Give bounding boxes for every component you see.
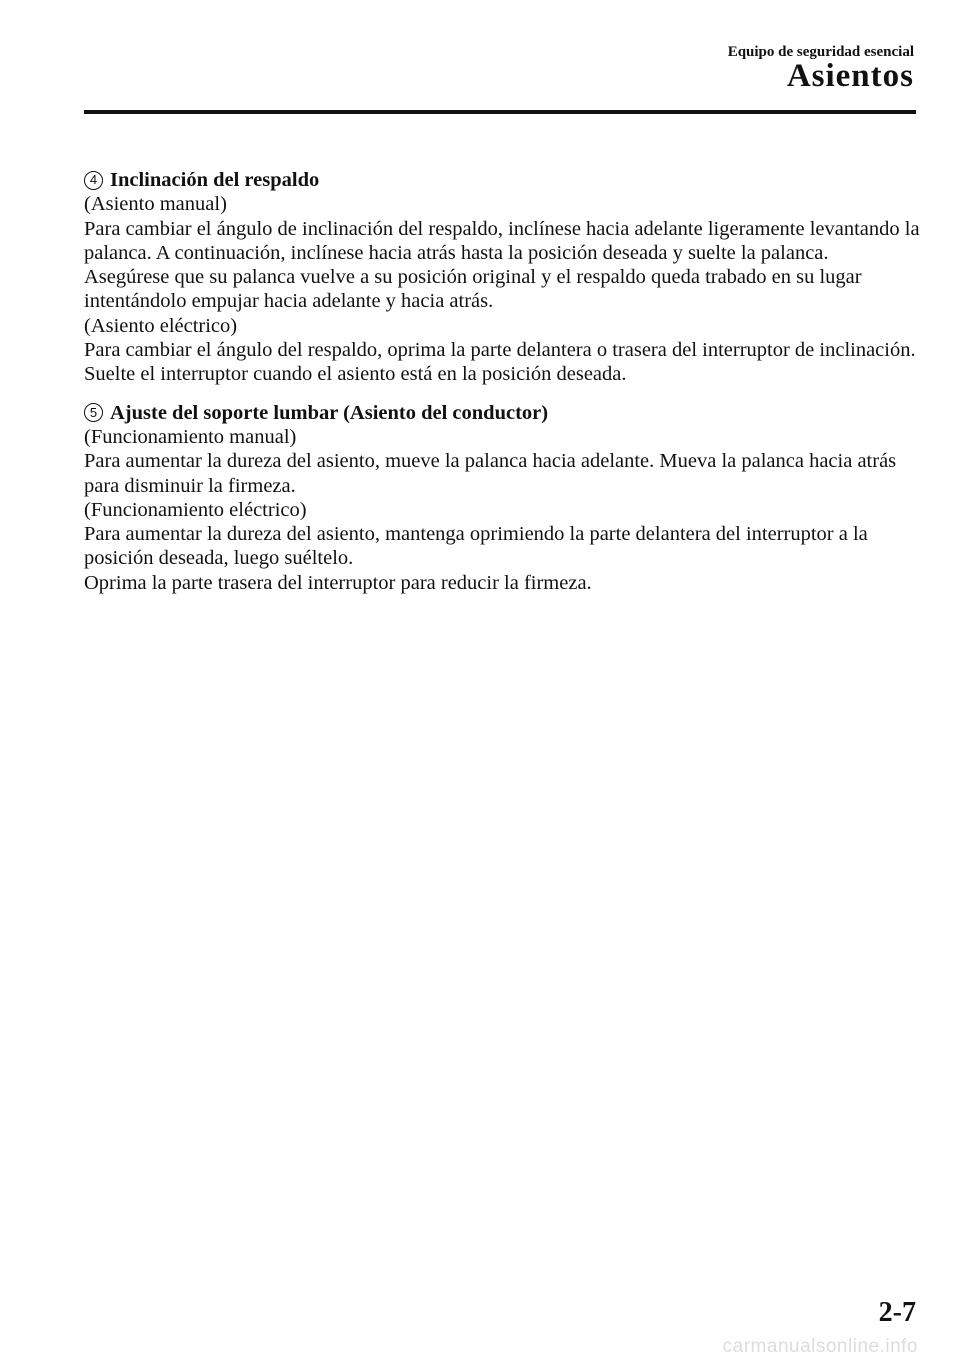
paragraph: (Funcionamiento eléctrico): [84, 498, 307, 521]
section-lumbar: [84, 401, 924, 595]
paragraph: Para aumentar la dureza del asiento, mantenga oprimiendo la parte delantera del interruptor a la posición deseada, luego suéltelo.: [84, 523, 868, 570]
section-heading: [84, 401, 924, 425]
header-rule: [84, 110, 916, 114]
item-number-badge: 5: [84, 403, 103, 422]
paragraph: Asegúrese que su palanca vuelve a su posición original y el respaldo queda trabado en su lugar intentándolo empujar hacia adelante y hacia atrás.: [84, 266, 862, 313]
paragraph: (Asiento manual): [84, 193, 227, 216]
paragraph: (Asiento eléctrico): [84, 314, 238, 337]
paragraph: (Funcionamiento manual): [84, 425, 297, 448]
watermark: carmanualsonline.info: [722, 1336, 918, 1357]
section-backrest: [84, 168, 924, 387]
paragraph: Para cambiar el ángulo de inclinación del respaldo, inclínese hacia adelante ligeramente levantando la palanca. A continuación, inclínese hacia atrás hasta la posición deseada y suelte la palanca.: [84, 217, 920, 264]
paragraph: Para cambiar el ángulo del respaldo, oprima la parte delantera o trasera del interruptor de inclinación. Suelte el interruptor cuando el asiento está en la posición deseada.: [84, 339, 916, 386]
page-number: 2-7: [878, 1297, 916, 1328]
section-heading: [84, 168, 924, 192]
item-number-badge: 4: [84, 171, 103, 190]
section-heading-text: Inclinación del respaldo: [110, 169, 320, 191]
paragraph: Para aumentar la dureza del asiento, mueve la palanca hacia adelante. Mueva la palanca hacia atrás para disminuir la firmeza.: [84, 450, 897, 497]
page-title: Asientos: [786, 58, 914, 94]
content: [84, 168, 924, 595]
section-label: Equipo de seguridad esencial: [727, 44, 914, 60]
paragraph: Oprima la parte trasera del interruptor para reducir la firmeza.: [84, 571, 592, 594]
section-heading-text: Ajuste del soporte lumbar (Asiento del conductor): [110, 401, 549, 424]
